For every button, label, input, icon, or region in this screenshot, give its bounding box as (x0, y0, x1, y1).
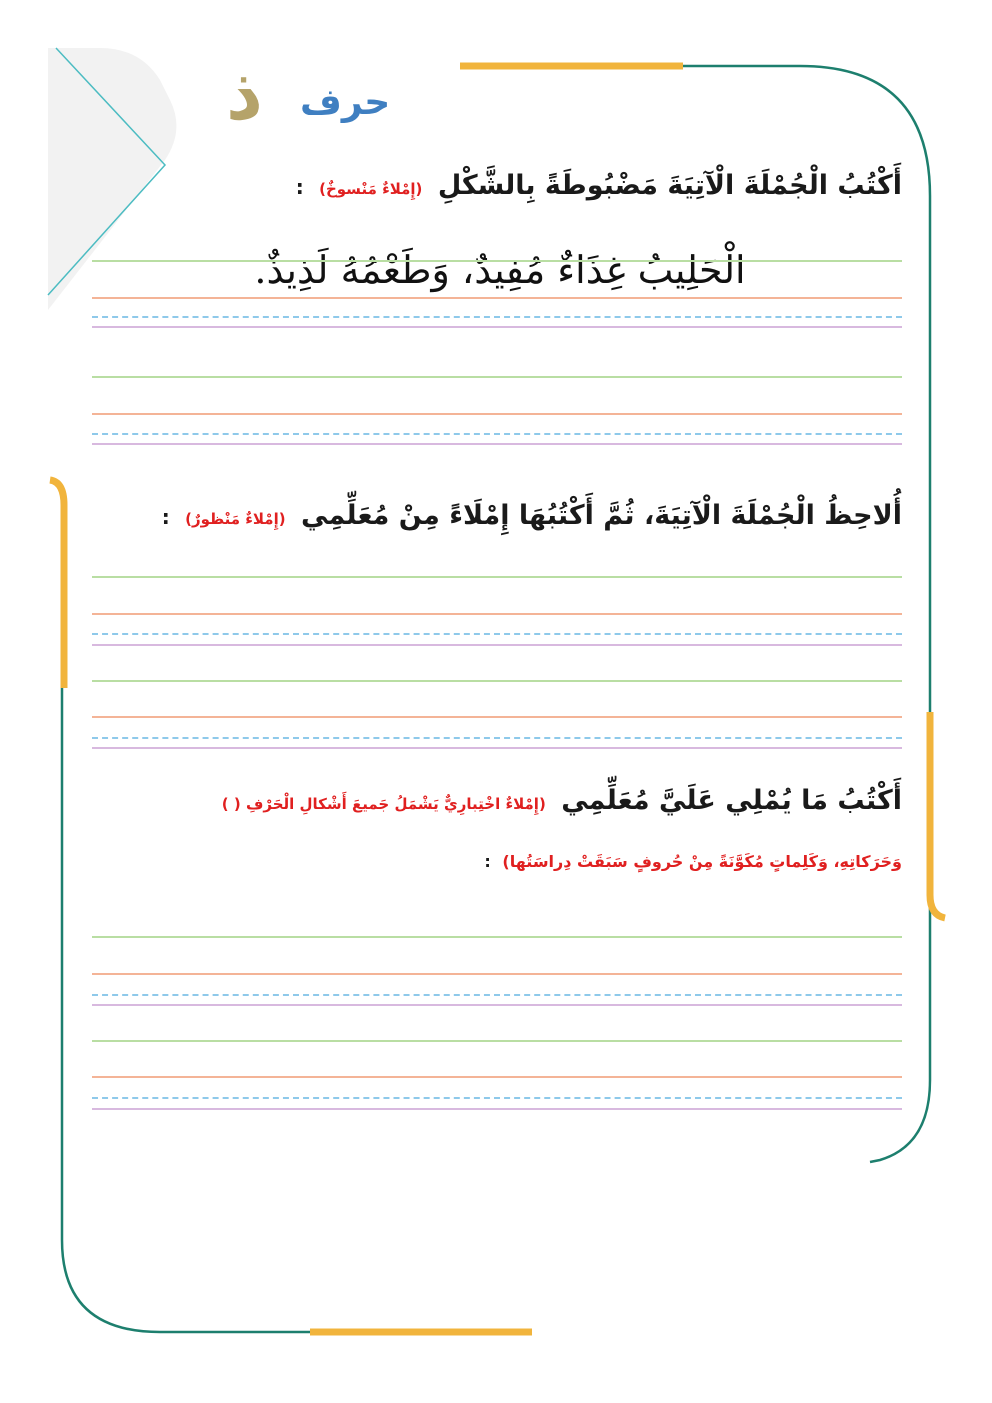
instruction-3-colon: : (484, 852, 491, 871)
right-accent (930, 712, 945, 918)
writing-line (92, 326, 902, 328)
border-left (62, 560, 310, 1332)
instruction-1-colon: : (295, 175, 304, 199)
writing-line[interactable] (92, 443, 902, 445)
writing-line[interactable] (92, 576, 902, 578)
instruction-1-note: (إِمْلاءٌ مَنْسوخٌ) (319, 180, 423, 198)
writing-line[interactable] (92, 433, 902, 435)
instruction-2-note: (إِمْلاءٌ مَنْظورٌ) (185, 510, 286, 528)
instruction-1-text: أَكْتُبُ الْجُمْلَةَ الْآتِيَةَ مَضْبُوطَةً بِالشَّكْلِ (437, 170, 902, 201)
corner-decoration (48, 48, 176, 310)
writing-line (92, 316, 902, 318)
instruction-1 (296, 170, 902, 201)
writing-line[interactable] (92, 633, 902, 635)
title-word: حرف (300, 82, 391, 123)
instruction-2 (162, 500, 902, 531)
writing-line[interactable] (92, 1097, 902, 1099)
instruction-2-colon: : (161, 505, 170, 529)
writing-line[interactable] (92, 1076, 902, 1078)
writing-line[interactable] (92, 376, 902, 378)
instruction-3-text: أَكْتُبُ مَا يُمْلِي عَلَيَّ مُعَلِّمِي (561, 785, 902, 816)
writing-line[interactable] (92, 1004, 902, 1006)
writing-line (92, 260, 902, 262)
instruction-3-line2-text: وَحَرَكاتِهِ، وَكَلِماتٍ مُكَوَّنَةً مِنْ حُروفٍ سَبَقَتْ دِراسَتُها) (502, 852, 902, 871)
instruction-3-note: (إِمْلاءٌ اخْتِبارِيٌّ يَشْمَلُ جَميعَ أَشْكالِ الْحَرْفِ ( ) (221, 795, 546, 813)
writing-line[interactable] (92, 1040, 902, 1042)
writing-line[interactable] (92, 747, 902, 749)
instruction-2-text: أُلاحِظُ الْجُمْلَةَ الْآتِيَةَ، ثُمَّ أَكْتُبُهَا إِمْلَاءً مِنْ مُعَلِّمِي (301, 500, 902, 531)
writing-line[interactable] (92, 973, 902, 975)
title-letter: ذ (226, 52, 263, 136)
writing-line[interactable] (92, 994, 902, 996)
writing-line[interactable] (92, 936, 902, 938)
instruction-3 (222, 785, 902, 816)
model-sentence: الْحَلِيبُ غِذَاءٌ مُفِيدٌ، وَطَعْمُهُ لَذِيذٌ. (254, 248, 746, 292)
writing-line[interactable] (92, 680, 902, 682)
writing-line (92, 297, 902, 299)
writing-line[interactable] (92, 644, 902, 646)
writing-line[interactable] (92, 613, 902, 615)
writing-line[interactable] (92, 737, 902, 739)
writing-line[interactable] (92, 413, 902, 415)
writing-line[interactable] (92, 1108, 902, 1110)
writing-line[interactable] (92, 716, 902, 718)
left-accent (50, 480, 64, 688)
instruction-3-line2 (484, 852, 902, 871)
